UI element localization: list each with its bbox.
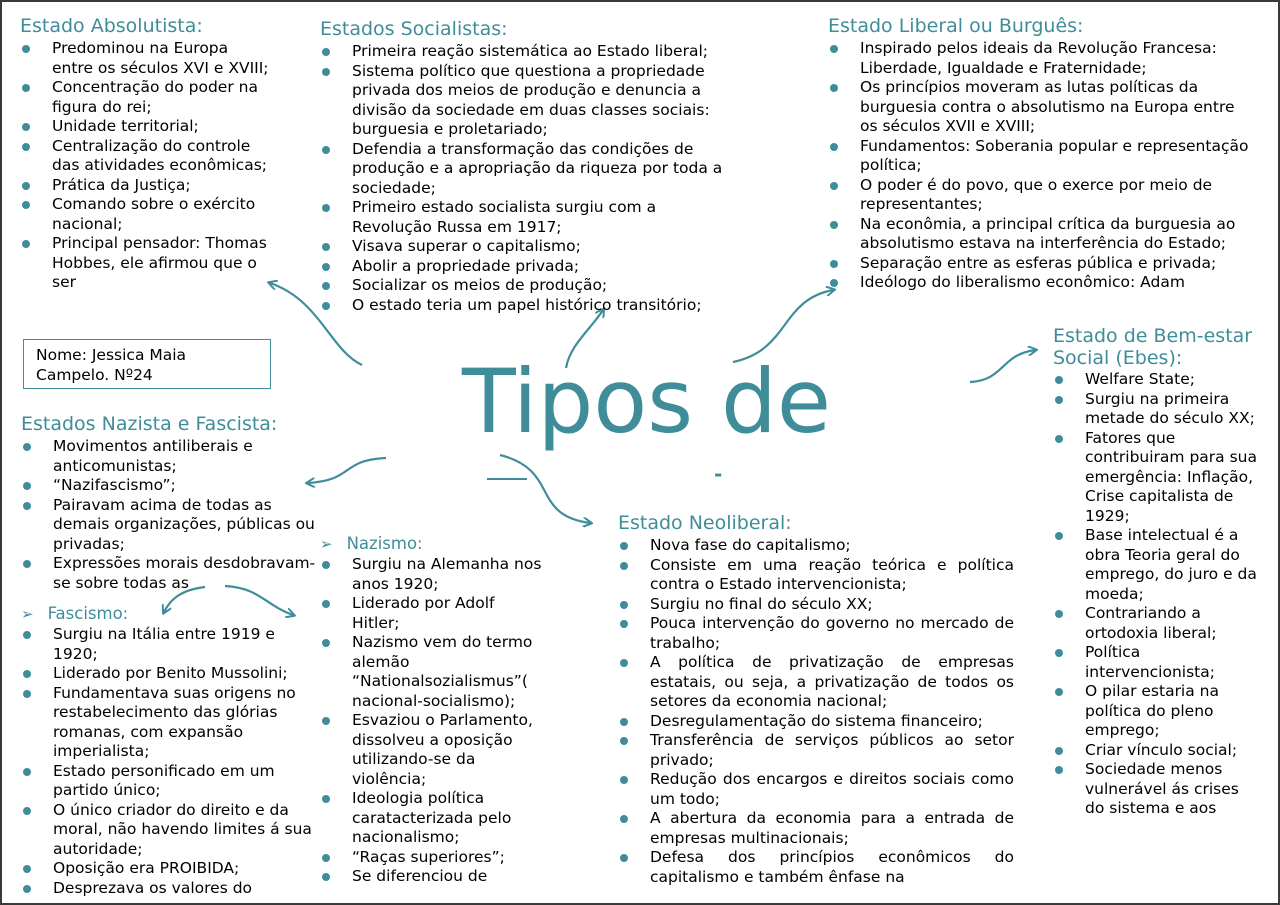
list-item: Principal pensador: Thomas Hobbes, ele afirmou que o ser — [20, 234, 270, 293]
list-item: Base intelectual é a obra Teoria geral do emprego, do juro e da moeda; — [1053, 526, 1263, 604]
list-item: Sociedade menos vulnerável ás crises do sistema e aos — [1053, 760, 1263, 819]
list-item: Liderado por Adolf Hitler; — [320, 594, 542, 633]
section-title — [21, 603, 316, 625]
center-title: Tipos de — [462, 350, 832, 453]
list-item: Defesa dos princípios econômicos do capitalismo e também ênfase na — [618, 848, 1014, 887]
list-item: Predominou na Europa entre os séculos XVI e XVIII; — [20, 39, 270, 78]
section-neoliberal — [618, 511, 1014, 884]
list-item: Inspirado pelos ideais da Revolução Francesa: Liberdade, Igualdade e Fraternidade; — [828, 39, 1253, 78]
section-absolutista — [20, 14, 270, 328]
center-title-underline — [487, 470, 727, 482]
list-item: O estado teria um papel histórico transitório; — [320, 296, 740, 316]
name-line-1: Nome: Jessica Maia — [36, 346, 187, 364]
list-item: A política de privatização de empresas estatais, ou seja, a privatização de todos os setores da economia nacional; — [618, 653, 1014, 712]
list-item: Se diferenciou de — [320, 867, 542, 887]
list-item: Primeiro estado socialista surgiu com a Revolução Russa em 1917; — [320, 198, 740, 237]
list-item: Contrariando a ortodoxia liberal; — [1053, 604, 1263, 643]
list-item: A abertura da economia para a entrada de empresas multinacionais; — [618, 809, 1014, 848]
list-item: Transferência de serviços públicos ao setor privado; — [618, 731, 1014, 770]
list-item: Centralização do controle das atividades econômicas; — [20, 137, 270, 176]
list-item: Welfare State; — [1053, 370, 1263, 390]
section-title: Estados Socialistas: — [320, 18, 508, 40]
list-item: Separação entre as esferas pública e privada; — [828, 254, 1253, 274]
list-item: Surgiu na Alemanha nos anos 1920; — [320, 555, 542, 594]
list-item: O pilar estaria na política do pleno emprego; — [1053, 682, 1263, 741]
list-item: Nazismo vem do termo alemão “Nationalsozialismus”( nacional-socialismo); — [320, 633, 542, 711]
list-item: Abolir a propriedade privada; — [320, 257, 740, 277]
arrow-to-bem-estar — [970, 350, 1035, 382]
list-item: Surgiu no final do século XX; — [618, 595, 1014, 615]
list-item: Redução dos encargos e direitos sociais como um todo; — [618, 770, 1014, 809]
list-item: Desregulamentação do sistema financeiro; — [618, 712, 1014, 732]
list-item: “Raças superiores”; — [320, 848, 542, 868]
section-nazismo — [320, 533, 542, 885]
list-item: Fatores que contribuiram para sua emergência: Inflação, Crise capitalista de 1929; — [1053, 429, 1263, 527]
fascismo-title-text: Fascismo: — [47, 604, 129, 623]
list-item: Fundamentava suas origens no restabelecimento das glórias romanas, com expansão imperialista; — [21, 684, 316, 762]
list-item: Esvaziou o Parlamento, dissolveu a oposição utilizando-se da violência; — [320, 711, 542, 789]
list-item: Fundamentos: Soberania popular e representação política; — [828, 137, 1253, 176]
section-fascismo — [21, 603, 316, 897]
section-bem-estar — [1053, 325, 1263, 845]
list-item: Visava superar o capitalismo; — [320, 237, 740, 257]
list-item: Primeira reação sistemática ao Estado liberal; — [320, 42, 740, 62]
list-item: Unidade territorial; — [20, 117, 270, 137]
list-item: Expressões morais desdobravam-se sobre todas as — [21, 554, 326, 593]
list-item: Concentração do poder na figura do rei; — [20, 78, 270, 117]
list-item: Movimentos antiliberais e anticomunistas; — [21, 437, 326, 476]
section-title: Estado Neoliberal: — [618, 512, 792, 534]
section-title: Estado de Bem-estar Social (Ebes): — [1053, 325, 1253, 369]
list-item: Política intervencionista; — [1053, 643, 1263, 682]
name-line-2: Campelo. Nº24 — [36, 365, 153, 384]
center-dash: - — [714, 462, 723, 486]
list-item: Pouca intervenção do governo no mercado de trabalho; — [618, 614, 1014, 653]
list-item: Pairavam acima de todas as demais organizações, públicas ou privadas; — [21, 496, 326, 555]
list-item: “Nazifascismo”; — [21, 476, 326, 496]
list-item: Socializar os meios de produção; — [320, 276, 740, 296]
list-item: Desprezava os valores do — [21, 879, 316, 899]
arrow-to-neoliberal — [500, 455, 590, 523]
section-title: Estados Nazista e Fascista: — [21, 413, 278, 435]
arrow-bullet-icon: ➢ — [320, 535, 333, 553]
list-item: Surgiu na primeira metade do século XX; — [1053, 390, 1263, 429]
list-item: Nova fase do capitalismo; — [618, 536, 1014, 556]
list-item: Consiste em uma reação teórica e política contra o Estado intervencionista; — [618, 556, 1014, 595]
section-liberal — [828, 14, 1253, 308]
list-item: O poder é do povo, que o exerce por meio de representantes; — [828, 176, 1253, 215]
list-item: Defendia a transformação das condições de produção e a apropriação da riqueza por toda a sociedade; — [320, 140, 740, 199]
section-title: Estado Liberal ou Burguês: — [828, 15, 1084, 37]
arrow-bullet-icon: ➢ — [21, 605, 34, 623]
list-item: Os princípios moveram as lutas políticas da burguesia contra o absolutismo na Europa entre os séculos XVII e XVIII; — [828, 78, 1253, 137]
list-item: Estado personificado em um partido único; — [21, 762, 316, 801]
list-item: Ideólogo do liberalismo econômico: Adam — [828, 273, 1253, 293]
list-item: Na econômia, a principal crítica da burguesia ao absolutismo estava na interferência do Estado; — [828, 215, 1253, 254]
section-title: Estado Absolutista: — [20, 15, 203, 37]
name-box — [23, 339, 271, 389]
list-item: Liderado por Benito Mussolini; — [21, 664, 316, 684]
list-item: Ideologia política caratacterizada pelo nacionalismo; — [320, 789, 542, 848]
list-item: Prática da Justiça; — [20, 176, 270, 196]
list-item: Sistema político que questiona a propriedade privada dos meios de produção e denuncia a divisão da sociedade em duas classes sociais: burguesia e proletariado; — [320, 62, 740, 140]
list-item: Comando sobre o exército nacional; — [20, 195, 270, 234]
list-item: Surgiu na Itália entre 1919 e 1920; — [21, 625, 316, 664]
nazismo-title-text: Nazismo: — [346, 534, 423, 553]
list-item: Oposição era PROIBIDA; — [21, 859, 316, 879]
section-socialistas — [320, 17, 740, 315]
section-title — [320, 533, 542, 555]
section-nazista-fascista — [21, 412, 326, 592]
list-item: O único criador do direito e da moral, não havendo limites á sua autoridade; — [21, 801, 316, 860]
list-item: Criar vínculo social; — [1053, 741, 1263, 761]
